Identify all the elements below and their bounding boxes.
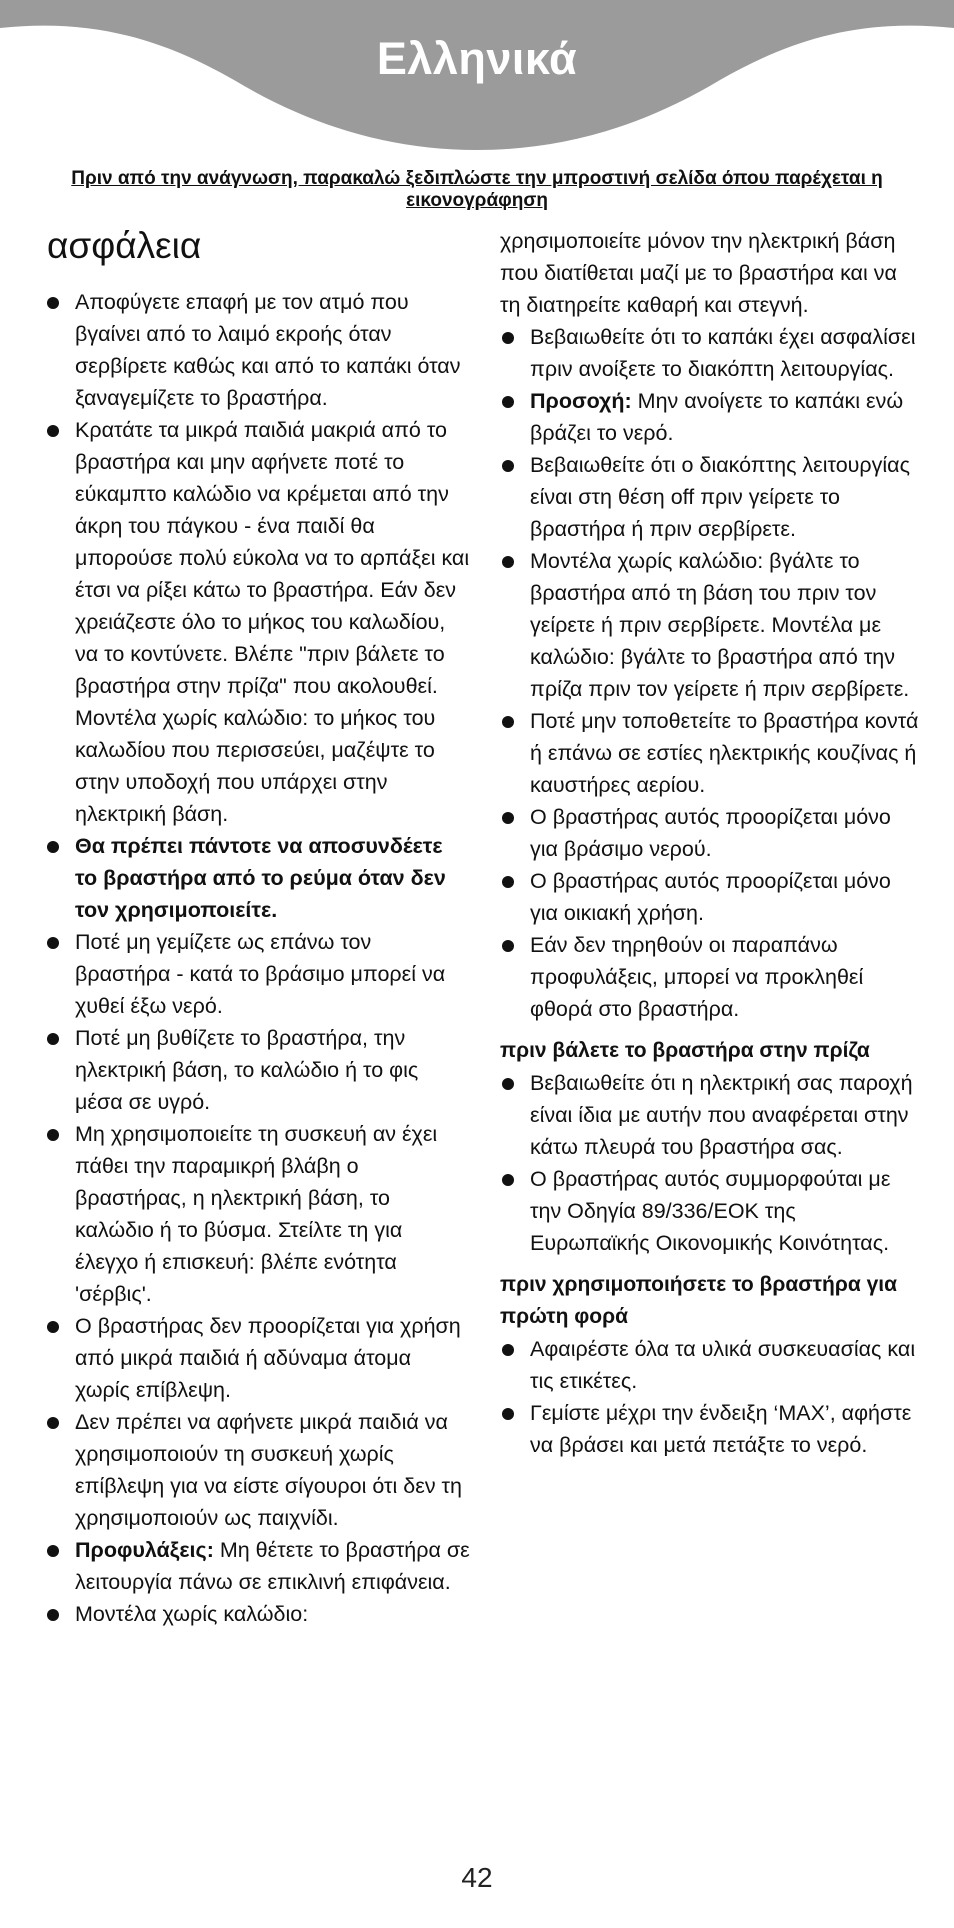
page-number: 42 <box>461 1862 493 1893</box>
list-item: Αποφύγετε επαφή με τον ατμό που βγαίνει από το λαιμό εκροής όταν σερβίρετε καθώς και από το καπάκι όταν ξαναγεμίζετε το βραστήρα. <box>45 286 470 414</box>
list-item: Προφυλάξεις: Μη θέτετε το βραστήρα σε λειτουργία πάνω σε επικλινή επιφάνεια. <box>45 1534 470 1598</box>
bullet-icon <box>47 1033 59 1045</box>
bullet-icon <box>47 937 59 949</box>
section-title-safety: ασφάλεια <box>47 225 202 266</box>
intro-note: Πριν από την ανάγνωση, παρακαλώ ξεδιπλώστε την μπροστινή σελίδα όπου παρέχεται η εικονογράφηση <box>71 168 883 211</box>
list-item: Θα πρέπει πάντοτε να αποσυνδέετε το βραστήρα από το ρεύμα όταν δεν τον χρησιμοποιείτε. <box>45 830 470 926</box>
continued-text: χρησιμοποιείτε μόνον την ηλεκτρική βάση που διατίθεται μαζί με το βραστήρα και να τη διατηρείτε καθαρή και στεγνή. <box>500 229 897 317</box>
list-item: Βεβαιωθείτε ότι ο διακόπτης λειτουργίας είναι στη θέση off πριν γείρετε το βραστήρα ή πριν σερβίρετε. <box>500 449 920 545</box>
bullet-icon <box>47 841 59 853</box>
bullet-icon <box>502 940 514 952</box>
list-item: Ο βραστήρας αυτός συμμορφούται με την Οδηγία 89/336/ΕΟΚ της Ευρωπαϊκής Οικονομικής Κοινότητας. <box>500 1163 920 1259</box>
list-item: Βεβαιωθείτε ότι η ηλεκτρική σας παροχή είναι ίδια με αυτήν που αναφέρεται στην κάτω πλευρά του βραστήρα σας. <box>500 1067 920 1163</box>
subheading-first-use: πριν χρησιμοποιήσετε το βραστήρα για πρώτη φορά <box>500 1273 898 1328</box>
bullet-icon <box>47 1129 59 1141</box>
list-item: Ποτέ μη βυθίζετε το βραστήρα, την ηλεκτρική βάση, το καλώδιο ή το φις μέσα σε υγρό. <box>45 1022 470 1118</box>
list-item: Δεν πρέπει να αφήνετε μικρά παιδιά να χρησιμοποιούν τη συσκευή χωρίς επίβλεψη για να είστε σίγουροι ότι δεν τη χρησιμοποιούν ως παιχνίδι. <box>45 1406 470 1534</box>
bullet-icon <box>47 1417 59 1429</box>
bullet-icon <box>502 1078 514 1090</box>
list-item: Ο βραστήρας αυτός προορίζεται μόνο για οικιακή χρήση. <box>500 865 920 929</box>
list-item: Ποτέ μην τοποθετείτε το βραστήρα κοντά ή επάνω σε εστίες ηλεκτρικής κουζίνας ή καυστήρες αερίου. <box>500 705 920 801</box>
list-item: Γεμίστε μέχρι την ένδειξη ‘MAX’, αφήστε να βράσει και μετά πετάξτε το νερό. <box>500 1397 920 1461</box>
bullet-icon <box>502 1408 514 1420</box>
bullet-icon <box>47 1321 59 1333</box>
bullet-icon <box>502 1174 514 1186</box>
list-item: Μοντέλα χωρίς καλώδιο: βγάλτε το βραστήρα από τη βάση του πριν τον γείρετε ή πριν σερβίρετε. Μοντέλα με καλώδιο: βγάλτε το βραστήρα από την πρίζα πριν τον γείρετε ή πριν σερβίρετε. <box>500 545 920 705</box>
list-item: Ο βραστήρας αυτός προορίζεται μόνο για βράσιμο νερού. <box>500 801 920 865</box>
bullet-icon <box>47 425 59 437</box>
bullet-icon <box>502 716 514 728</box>
list-item: Εάν δεν τηρηθούν οι παραπάνω προφυλάξεις, μπορεί να προκληθεί φθορά στο βραστήρα. <box>500 929 920 1025</box>
header-banner <box>0 0 954 170</box>
list-item: Μη χρησιμοποιείτε τη συσκευή αν έχει πάθει την παραμικρή βλάβη ο βραστήρας, η ηλεκτρική βάση, το καλώδιο ή το βύσμα. Στείλτε τη για έλεγχο ή επισκευή: βλέπε ενότητα 'σέρβις'. <box>45 1118 470 1310</box>
bullet-icon <box>47 1545 59 1557</box>
list-item: Μοντέλα χωρίς καλώδιο: <box>45 1598 470 1630</box>
list-item: Ποτέ μη γεμίζετε ως επάνω τον βραστήρα - κατά το βράσιμο μπορεί να χυθεί έξω νερό. <box>45 926 470 1022</box>
bullet-icon <box>502 1344 514 1356</box>
list-item: Προσοχή: Μην ανοίγετε το καπάκι ενώ βράζει το νερό. <box>500 385 920 449</box>
list-item: Κρατάτε τα μικρά παιδιά μακριά από το βραστήρα και μην αφήνετε ποτέ το εύκαμπτο καλώδιο να κρέμεται από την άκρη του πάγκου - ένα παιδί θα μπορούσε πολύ εύκολα να το αρπάξει και έτσι να ρίξει κάτω το βραστήρα. Εάν δεν χρειάζεστε όλο το μήκος του καλωδίου, να το κοντύνετε. Βλέπε "πριν βάλετε το βραστήρα στην πρίζα" που ακολουθεί. Μοντέλα χωρίς καλώδιο: το μήκος του καλωδίου που περισσεύει, μαζέψτε το στην υποδοχή που υπάρχει στην ηλεκτρική βάση. <box>45 414 470 830</box>
bullet-icon <box>502 396 514 408</box>
subheading-before-plugging: πριν βάλετε το βραστήρα στην πρίζα <box>500 1039 870 1062</box>
header-wave-shape <box>0 0 954 170</box>
bullet-icon <box>502 812 514 824</box>
left-column <box>45 220 470 1630</box>
right-column <box>500 225 920 1461</box>
bullet-icon <box>47 297 59 309</box>
list-item: Αφαιρέστε όλα τα υλικά συσκευασίας και τις ετικέτες. <box>500 1333 920 1397</box>
page-title: Ελληνικά <box>376 33 578 84</box>
list-item: Ο βραστήρας δεν προορίζεται για χρήση από μικρά παιδιά ή αδύναμα άτομα χωρίς επίβλεψη. <box>45 1310 470 1406</box>
bullet-icon <box>47 1609 59 1621</box>
list-item: Βεβαιωθείτε ότι το καπάκι έχει ασφαλίσει πριν ανοίξετε το διακόπτη λειτουργίας. <box>500 321 920 385</box>
bullet-icon <box>502 460 514 472</box>
bullet-icon <box>502 556 514 568</box>
bullet-icon <box>502 876 514 888</box>
bullet-icon <box>502 332 514 344</box>
